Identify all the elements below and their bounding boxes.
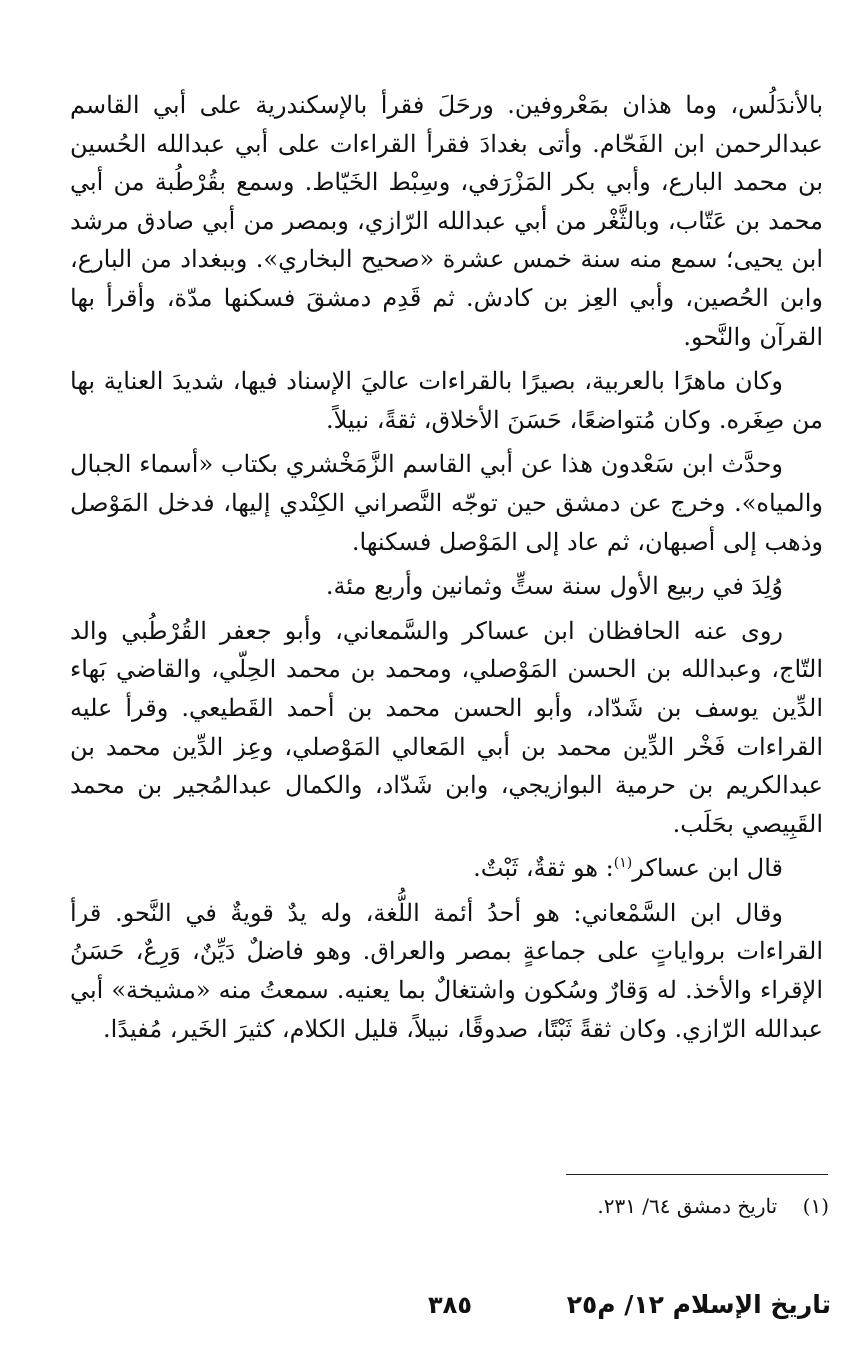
paragraph-1: بالأندَلُس، وما هذان بمَعْروفين. ورحَلَ فقرأ بالإسكندرية على أبي القاسم عبدالرحمن ابن الفَحّام. وأتى بغدادَ فقرأ القراءات على أبي عبدالله الحُسين بن محمد البارع، وأبي بكر المَزْرَفي، وسِبْط الخَيّاط. وسمع بقُرْطُبة من أبي محمد بن عَتّاب، وبالثَّغْر من أبي عبدالله الرّازي، وبمصر من أبي صادق مرشد ابن يحيى؛ سمع منه سنة خمس عشرة «صحيح البخاري». وببغداد من البارع، وابن الحُصين، وأبي العِز بن كادش. ثم قَدِم دمشقَ فسكنها مدّة، وأقرأ بها القرآن والنَّحو. bbox=[70, 91, 824, 351]
footnote-marker: (١) bbox=[802, 1194, 829, 1218]
footnote-divider bbox=[566, 1174, 828, 1175]
paragraph-2: وكان ماهرًا بالعربية، بصيرًا بالقراءات عاليَ الإسناد فيها، شديدَ العناية بها من صِغَره. وكان مُتواضعًا، حَسَنَ الأخلاق، ثقةً، نبيلاً. bbox=[70, 367, 823, 434]
running-footer-title: تاريخ الإسلام ١٢/ م٢٥ bbox=[566, 1290, 831, 1319]
main-text bbox=[70, 86, 823, 1054]
paragraph-3: وحدَّث ابن سَعْدون هذا عن أبي القاسم الزَّمَخْشري بكتاب «أسماء الجبال والمياه». وخرج عن دمشق حين توجّه النَّصراني الكِنْدي إليها، فدخل المَوْصل وذهب إلى أصبهان، ثم عاد إلى المَوْصل فسكنها. bbox=[70, 450, 823, 556]
footnote-text: تاريخ دمشق ٦٤/ ٢٣١. bbox=[597, 1194, 778, 1218]
paragraph-6-quote: : هو ثقةٌ، ثَبْتٌ. bbox=[473, 854, 614, 883]
paragraph-5: روى عنه الحافظان ابن عساكر والسَّمعاني، وأبو جعفر القُرْطُبي والد التّاج، وعبدالله بن الحسن المَوْصلي، ومحمد بن محمد الحِلّي، والقاضي بَهاء الدِّين يوسف بن شَدّاد، وأبو الحسن محمد بن أحمد القَطيعي. وقرأ عليه القراءات فَخْر الدِّين محمد بن أبي المَعالي المَوْصلي، وعِز الدِّين محمد بن عبدالكريم بن حرمية البوازيجي، وابن شَدّاد، والكمال عبدالمُجير بن محمد القَبِيصي بحَلَب. bbox=[70, 616, 823, 838]
footnote-reference: (١) bbox=[613, 855, 633, 872]
paragraph-7: وقال ابن السَّمْعاني: هو أحدُ أئمة اللُّغة، وله يدٌ قويةٌ في النَّحو. قرأ القراءات برواياتٍ على جماعةٍ بمصر والعراق. وهو فاضلٌ دَيِّنٌ، وَرِعٌ، حَسَنُ الإقراء والأخذ. له وَقارٌ وسُكون واشتغالٌ بما يعنيه. سمعتُ منه «مشيخة» أبي عبدالله الرّازي. وكان ثقةً ثَبْتًا، صدوقًا، نبيلاً، قليل الكلام، كثيرَ الخَير، مُفيدًا. bbox=[70, 898, 823, 1043]
paragraph-6-lead: قال ابن عساكر bbox=[632, 854, 783, 883]
page-number: ٣٨٥ bbox=[428, 1291, 472, 1319]
paragraph-6 bbox=[70, 849, 823, 888]
footnote bbox=[49, 1192, 829, 1220]
paragraph-4: وُلِدَ في ربيع الأول سنة ستٍّ وثمانين وأربع مئة. bbox=[325, 572, 783, 601]
